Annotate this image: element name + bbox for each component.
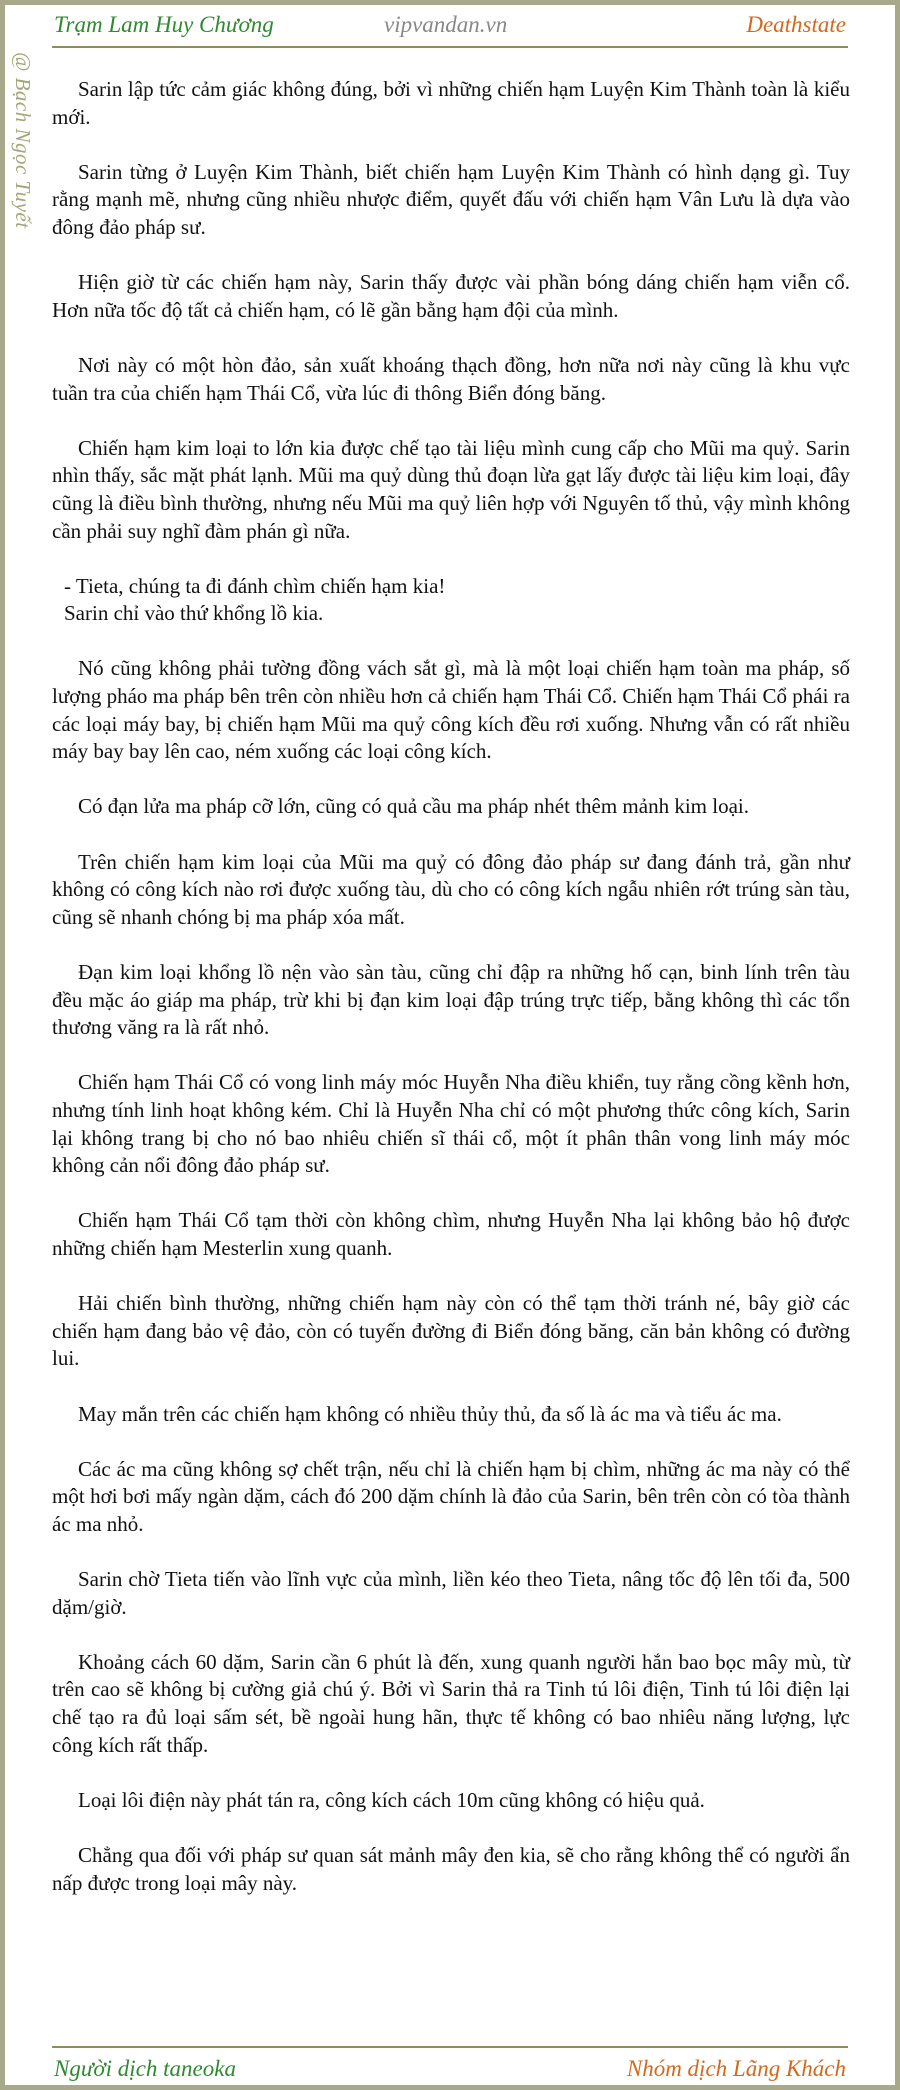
paragraph: Chẳng qua đối với pháp sư quan sát mảnh mây đen kia, sẽ cho rằng không thể có người ẩn nấp được trong loại mây này. — [52, 1843, 850, 1895]
paragraph: Các ác ma cũng không sợ chết trận, nếu chỉ là chiến hạm bị chìm, những ác ma này có thể một hơi bơi mấy ngàn dặm, cách đó 200 dặm chính là đảo của Sarin, bên trên còn có tòa thành ác ma nhỏ. — [52, 1456, 850, 1536]
side-credit: @ Bạch Ngọc Tuyết — [11, 52, 35, 229]
page-footer — [52, 2046, 848, 2088]
footer-group: Nhóm dịch Lãng Khách — [626, 2056, 846, 2081]
header-url[interactable]: vipvandan.vn — [384, 12, 508, 37]
dialogue-line: - Tieta, chúng ta đi đánh chìm chiến hạm kia! — [64, 573, 446, 598]
page-header — [52, 6, 848, 48]
paragraph: Loại lôi điện này phát tán ra, công kích cách 10m cũng không có hiệu quả. — [78, 1787, 705, 1812]
header-site-name: Trạm Lam Huy Chương — [54, 12, 274, 37]
paragraph: Đạn kim loại khổng lồ nện vào sàn tàu, cũng chỉ đập ra những hố cạn, binh lính trên tàu đều mặc áo giáp ma pháp, trừ khi bị đạn kim loại đập trúng trực tiếp, bằng không thì các tổn thương văng ra là rất nhỏ. — [52, 960, 850, 1040]
paragraph: Trên chiến hạm kim loại của Mũi ma quỷ có đông đảo pháp sư đang đánh trả, gần như không có công kích nào rơi được xuống tàu, dù cho có công kích ngẫu nhiên rớt trúng sàn tàu, cũng sẽ nhanh chóng bị ma pháp xóa mất. — [52, 849, 850, 929]
paragraph: Sarin chờ Tieta tiến vào lĩnh vực của mình, liền kéo theo Tieta, nâng tốc độ lên tối đa, 500 dặm/giờ. — [52, 1567, 850, 1619]
paragraph: Hải chiến bình thường, những chiến hạm này còn có thể tạm thời tránh né, bây giờ các chiến hạm đang bảo vệ đảo, còn có tuyến đường đi Biển đóng băng, căn bản không có đường lui. — [52, 1291, 850, 1371]
footer-translator: Người dịch taneoka — [54, 2056, 236, 2081]
paragraph: Hiện giờ từ các chiến hạm này, Sarin thấy được vài phần bóng dáng chiến hạm viễn cổ. Hơn nữa tốc độ tất cả chiến hạm, có lẽ gần bằng hạm đội của mình. — [52, 270, 850, 322]
paragraph: Chiến hạm Thái Cổ tạm thời còn không chìm, nhưng Huyễn Nha lại không bảo hộ được những chiến hạm Mesterlin xung quanh. — [52, 1208, 850, 1260]
paragraph: Sarin lập tức cảm giác không đúng, bởi vì những chiến hạm Luyện Kim Thành toàn là kiểu mới. — [52, 77, 850, 129]
paragraph: Sarin từng ở Luyện Kim Thành, biết chiến hạm Luyện Kim Thành có hình dạng gì. Tuy rằng mạnh mẽ, nhưng cũng nhiều nhược điểm, quyết đấu với chiến hạm Vân Lưu là dựa vào đông đảo pháp sư. — [52, 159, 850, 239]
chapter-body — [52, 76, 850, 1925]
paragraph: Chiến hạm kim loại to lớn kia được chế tạo tài liệu mình cung cấp cho Mũi ma quỷ. Sarin nhìn thấy, sắc mặt phát lạnh. Mũi ma quỷ dùng thủ đoạn lừa gạt lấy được tài liệu kim loại, đây cũng là điều bình thường, nhưng nếu Mũi ma quỷ liên hợp với Nguyên tố thủ, vậy mình không cần phải suy nghĩ đàm phán gì nữa. — [52, 435, 850, 543]
header-author: Deathstate — [746, 12, 846, 37]
paragraph: Có đạn lửa ma pháp cỡ lớn, cũng có quả cầu ma pháp nhét thêm mảnh kim loại. — [78, 794, 749, 819]
paragraph: Chiến hạm Thái Cổ có vong linh máy móc Huyễn Nha điều khiển, tuy rằng cồng kềnh hơn, nhưng tính linh hoạt không kém. Chỉ là Huyễn Nha chỉ có một phương thức công kích, Sarin lại không trang bị cho nó bao nhiêu chiến sĩ thái cổ, một ít phân thân vong linh máy móc không cản nổi đông đảo pháp sư. — [52, 1070, 850, 1178]
paragraph: Sarin chỉ vào thứ khổng lồ kia. — [64, 601, 324, 626]
paragraph: Khoảng cách 60 dặm, Sarin cần 6 phút là đến, xung quanh người hắn bao bọc mây mù, từ trên cao sẽ không bị cường giả chú ý. Bởi vì Sarin thả ra Tinh tú lôi điện, Tinh tú lôi điện lại chế tạo ra đủ loại sấm sét, bề ngoài hung hãn, thực tế không có bao nhiêu năng lượng, lực công kích rất thấp. — [52, 1649, 850, 1757]
paragraph: May mắn trên các chiến hạm không có nhiều thủy thủ, đa số là ác ma và tiểu ác ma. — [78, 1401, 782, 1426]
paragraph: Nó cũng không phải tường đồng vách sắt gì, mà là một loại chiến hạm toàn ma pháp, số lượng pháo ma pháp bên trên còn nhiều hơn cả chiến hạm Thái Cổ. Chiến hạm Thái Cổ phái ra các loại máy bay, bị chiến hạm Mũi ma quỷ công kích đều rơi xuống. Nhưng vẫn có rất nhiều máy bay bay lên cao, ném xuống các loại công kích. — [52, 656, 850, 764]
paragraph: Nơi này có một hòn đảo, sản xuất khoáng thạch đồng, hơn nữa nơi này cũng là khu vực tuần tra của chiến hạm Thái Cổ, vừa lúc đi thông Biển đóng băng. — [52, 352, 850, 405]
